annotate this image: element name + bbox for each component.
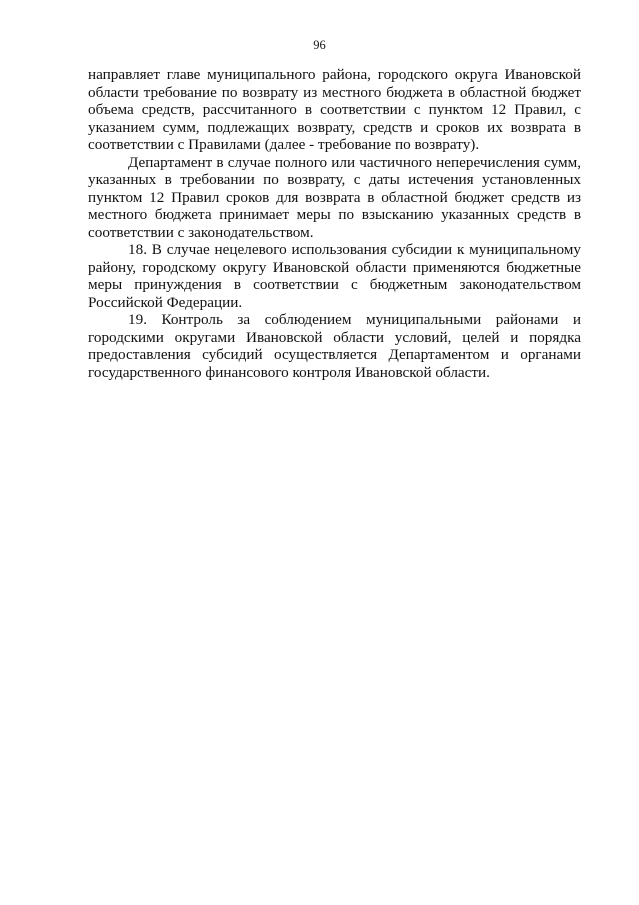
paragraph-department-recovery: Департамент в случае полного или частичного неперечисления сумм, указанных в требовании по возврату, с даты истечения установленных пунктом 12 Правил сроков для возврата в областной бюджет средств из местного бюджета принимает меры по взысканию указанных средств в соответствии с законодательством.: [88, 153, 581, 241]
page-number: 96: [313, 38, 326, 52]
paragraph-item-19: 19. Контроль за соблюдением муниципальными районами и городскими округами Ивановской области условий, целей и порядка предоставления субсидий осуществляется Департаментом и органами государственного финансового контроля Ивановской области.: [88, 311, 581, 381]
document-body: [88, 66, 581, 381]
paragraph-return-demand: направляет главе муниципального района, городского округа Ивановской области требование по возврату из местного бюджета в областной бюджет объема средств, рассчитанного в соответствии с пунктом 12 Правил, с указанием сумм, подлежащих возврату, средств и сроков их возврата в соответствии с Правилами (далее - требование по возврату).: [88, 66, 581, 153]
paragraph-item-18: 18. В случае нецелевого использования субсидии к муниципальному району, городскому округу Ивановской области применяются бюджетные меры принуждения в соответствии с бюджетным законодательством Российской Федерации.: [88, 241, 581, 311]
